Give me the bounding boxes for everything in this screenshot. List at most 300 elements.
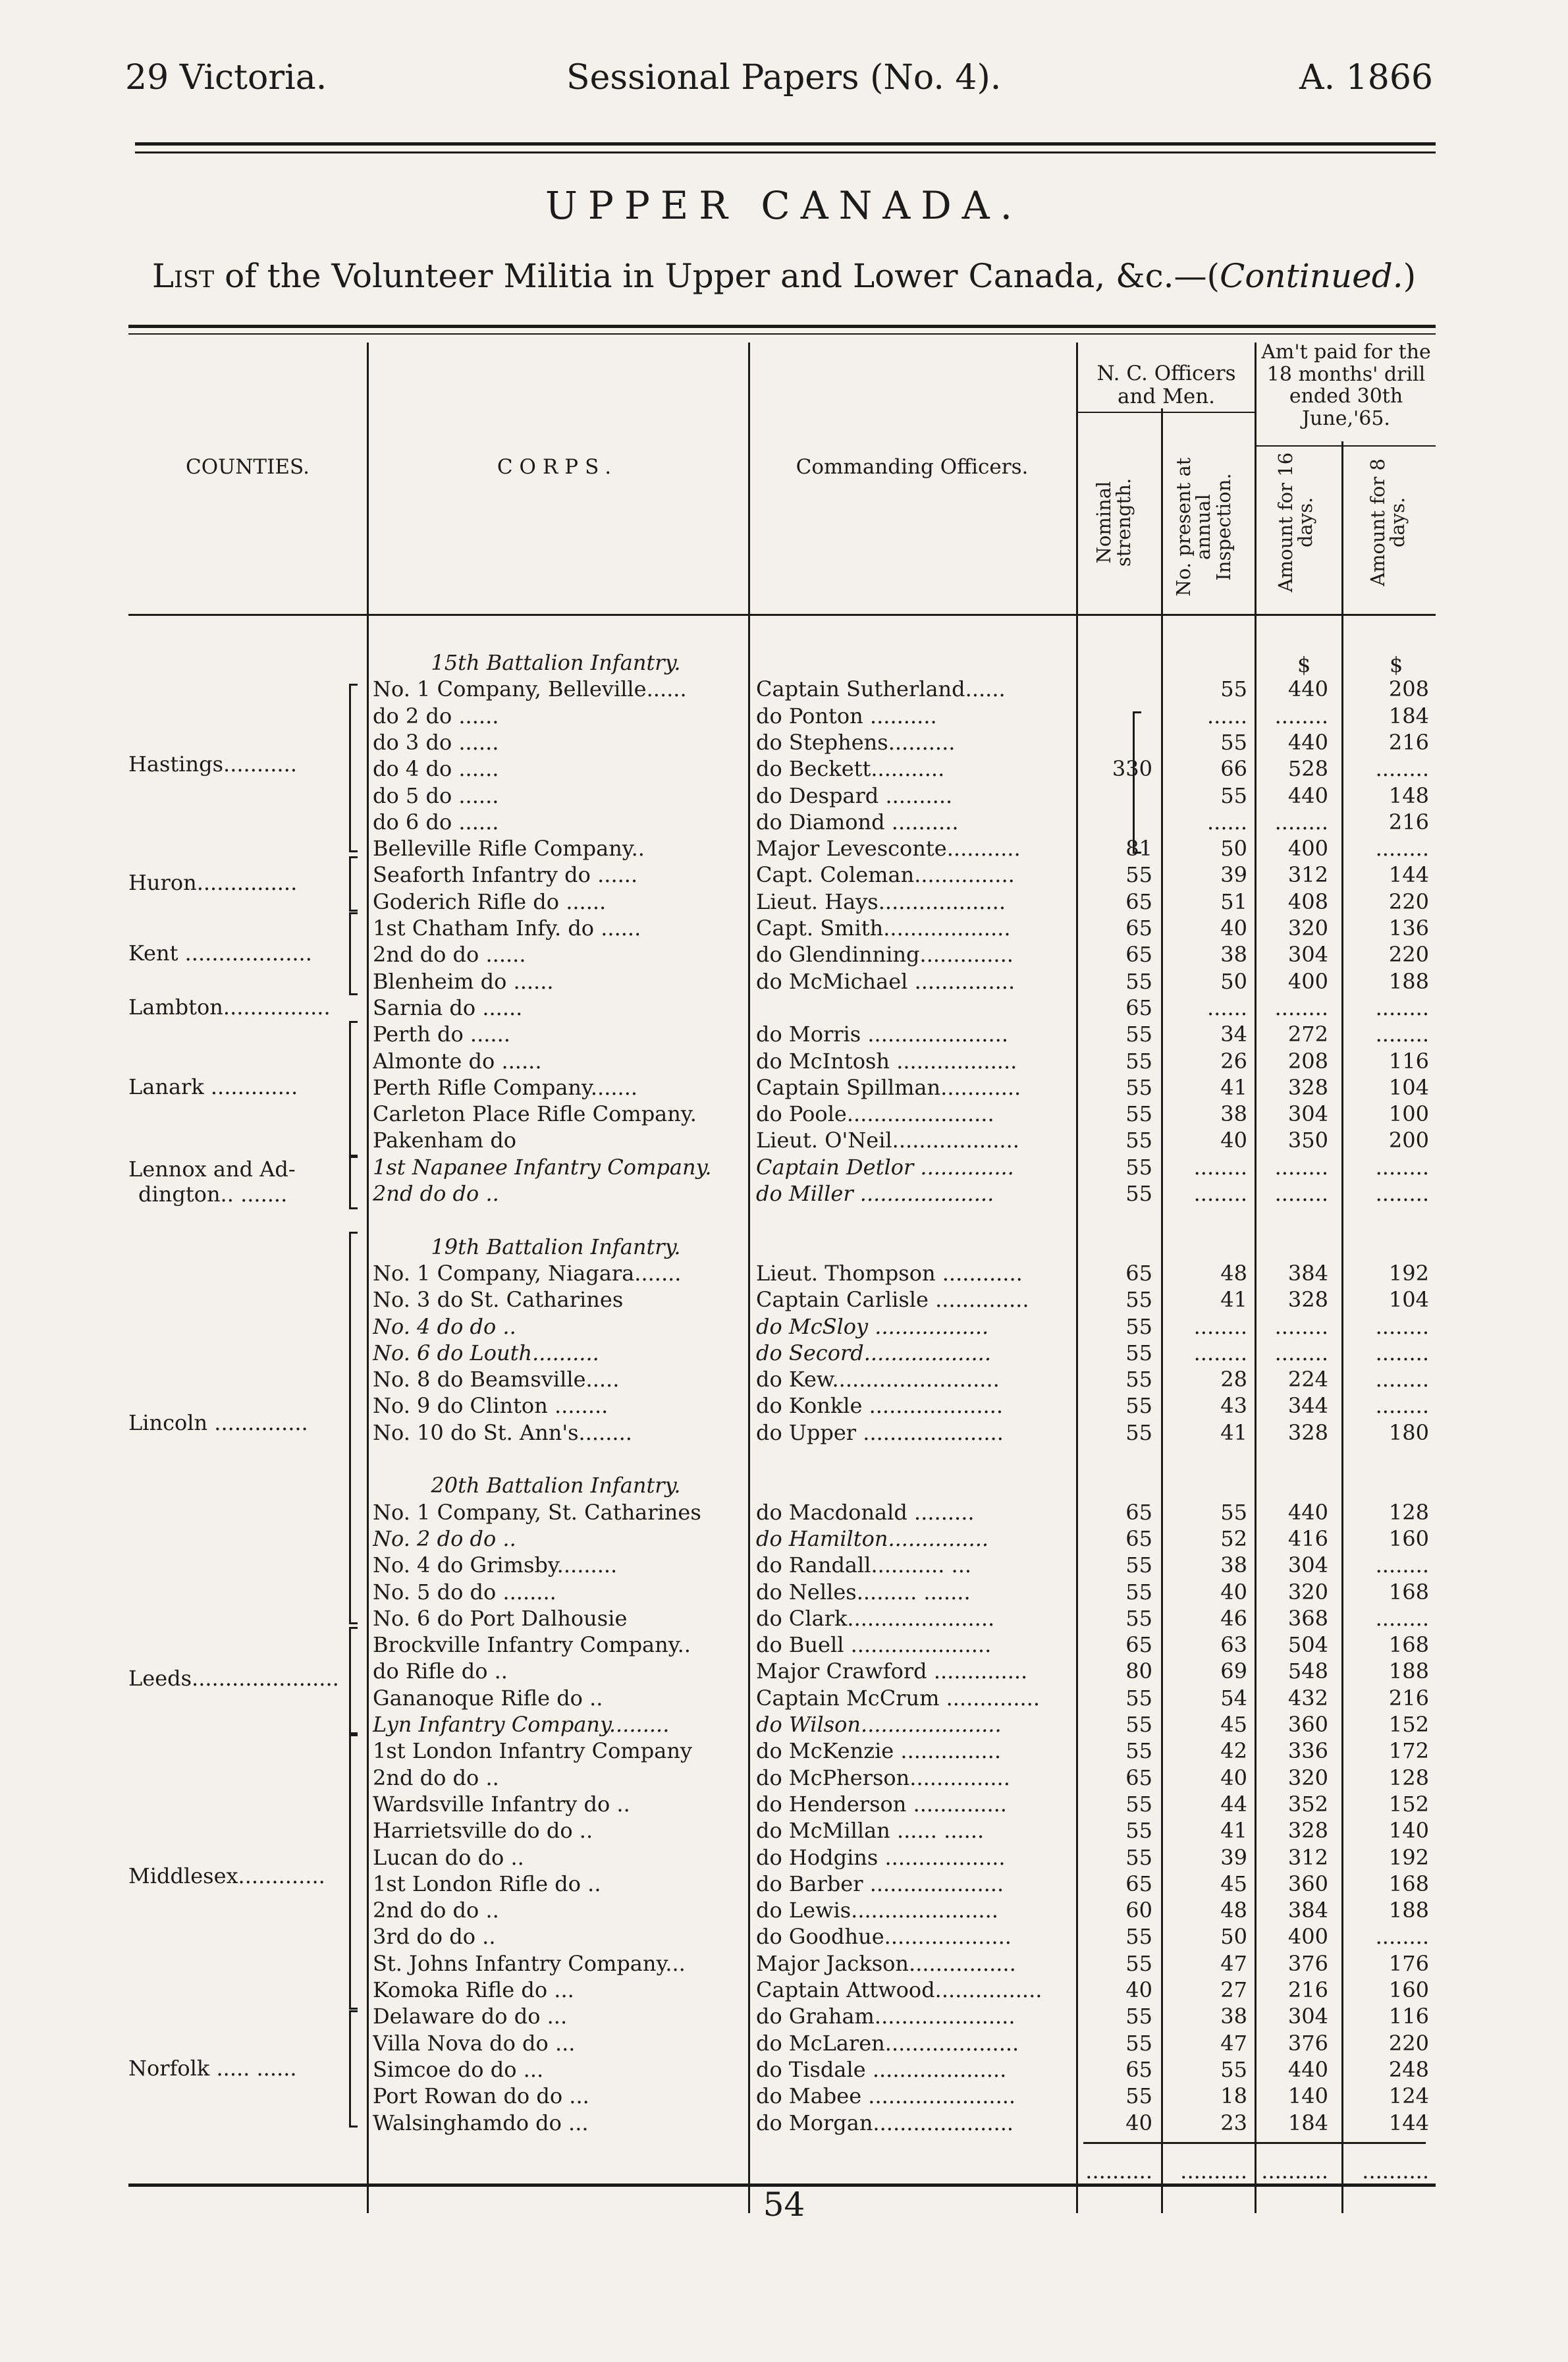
subtitle-continued: Continued. <box>1220 257 1403 295</box>
amt8-cell: 176 <box>1388 1951 1429 1976</box>
corps-cell: No. 6 do Port Dalhousie <box>373 1606 628 1631</box>
present-cell: 50 <box>1220 836 1247 861</box>
present-cell: 18 <box>1220 2083 1247 2108</box>
amt8-cell: 124 <box>1388 2083 1429 2108</box>
table-header-rule <box>128 614 1436 616</box>
amt8-cell: 188 <box>1388 1898 1429 1923</box>
corps-cell: No. 3 do St. Catharines <box>373 1287 624 1312</box>
amt8-cell: 208 <box>1388 676 1429 701</box>
nominal-cell: 65 <box>1125 1632 1152 1657</box>
amt16-cell: 208 <box>1287 1049 1328 1074</box>
present-cell: 40 <box>1220 1579 1247 1605</box>
officer-cell: do Beckett........... <box>756 756 945 781</box>
officer-cell: do Hodgins .................. <box>756 1845 1006 1870</box>
amt8-cell: 160 <box>1388 1526 1429 1551</box>
amt8-cell: 104 <box>1388 1287 1429 1312</box>
amt16-cell: 408 <box>1287 889 1328 914</box>
nominal-cell: 55 <box>1125 969 1152 994</box>
header-amt-group: Am't paid for the 18 months' drill ended 30th June,'65. <box>1261 341 1431 430</box>
county-lincoln: Lincoln .............. <box>128 1410 308 1435</box>
table-row <box>0 1286 1568 1313</box>
corps-cell: 1st Chatham Infy. do ...... <box>373 916 641 941</box>
officer-cell: do Kew......................... <box>756 1367 1000 1392</box>
amt8-cell: ........ <box>1375 1367 1429 1392</box>
brace-leeds <box>349 1627 358 1736</box>
battalion-heading: 19th Battalion Infantry. <box>431 1234 681 1259</box>
nominal-cell: 40 <box>1125 2110 1152 2135</box>
amt8-cell: 148 <box>1388 783 1429 808</box>
present-cell: 63 <box>1220 1632 1247 1657</box>
amt16-cell: 320 <box>1287 1579 1328 1605</box>
present-cell: 38 <box>1220 2004 1247 2029</box>
amt16-cell: 328 <box>1287 1420 1328 1445</box>
officer-cell: Lieut. Thompson ............ <box>756 1261 1023 1286</box>
brace-norfolk <box>349 2010 358 2128</box>
county-lennox: Lennox and Ad- <box>128 1157 296 1182</box>
corps-cell: 2nd do do .. <box>373 1765 499 1790</box>
table-row <box>0 1764 1568 1792</box>
amt16-cell: 368 <box>1287 1606 1328 1631</box>
amt8-cell: 220 <box>1388 2031 1429 2056</box>
corps-cell: Seaforth Infantry do ...... <box>373 862 638 887</box>
running-head-right: A. 1866 <box>1299 58 1433 97</box>
present-cell: 47 <box>1220 2031 1247 2056</box>
corps-cell: do 4 do ...... <box>373 756 499 781</box>
amt8-cell: 216 <box>1388 1686 1429 1711</box>
present-cell: 44 <box>1220 1792 1247 1817</box>
officer-cell: do Glendinning.............. <box>756 942 1014 967</box>
table-rule-top-thin <box>128 333 1436 335</box>
present-cell: 55 <box>1220 783 1247 808</box>
amt16-cell: 320 <box>1287 916 1328 941</box>
nominal-cell: 40 <box>1125 1977 1152 2002</box>
present-cell: ...... <box>1206 995 1247 1020</box>
amt16-cell: ........ <box>1274 1340 1328 1365</box>
amt16-cell: 548 <box>1287 1659 1328 1684</box>
table-row <box>0 2029 1568 2057</box>
corps-cell: Brockville Infantry Company.. <box>373 1632 691 1657</box>
amt8-cell: 220 <box>1388 942 1429 967</box>
officer-cell: do McIntosh .................. <box>756 1049 1017 1074</box>
nominal-cell: 65 <box>1125 1871 1152 1896</box>
battalion-heading-row <box>0 649 1568 676</box>
table-row <box>0 808 1568 836</box>
officer-cell: Captain McCrum .............. <box>756 1686 1040 1711</box>
present-cell: 41 <box>1220 1818 1247 1843</box>
officer-cell: do Mabee ...................... <box>756 2083 1016 2108</box>
amt8-cell: 140 <box>1388 1818 1429 1843</box>
corps-cell: Carleton Place Rifle Company. <box>373 1101 697 1126</box>
table-row <box>0 1339 1568 1367</box>
corps-cell: No. 1 Company, Belleville...... <box>373 676 687 701</box>
county-lanark: Lanark ............. <box>128 1074 298 1099</box>
running-head-left: 29 Victoria. <box>125 58 327 97</box>
nominal-cell: 65 <box>1125 916 1152 941</box>
nominal-cell: 55 <box>1125 1314 1152 1339</box>
amt16-cell: 140 <box>1287 2083 1328 2108</box>
corps-cell: Perth Rifle Company....... <box>373 1075 638 1100</box>
corps-cell: Port Rowan do do ... <box>373 2083 589 2108</box>
present-cell: ........ <box>1193 1314 1247 1339</box>
amt16-cell: 360 <box>1287 1712 1328 1737</box>
amt8-cell: 128 <box>1388 1765 1429 1790</box>
battalion-heading-row <box>0 1233 1568 1261</box>
corps-cell: 1st London Infantry Company <box>373 1738 692 1763</box>
running-head-center: Sessional Papers (No. 4). <box>566 58 1002 97</box>
nominal-cell: 65 <box>1125 1765 1152 1790</box>
present-cell: 40 <box>1220 1128 1247 1153</box>
amt8-cell: 188 <box>1388 1659 1429 1684</box>
officer-cell: Major Crawford .............. <box>756 1659 1028 1684</box>
amt8-cell: 200 <box>1388 1128 1429 1153</box>
table-row <box>0 1020 1568 1048</box>
table-row <box>0 675 1568 703</box>
officer-cell: Captain Sutherland...... <box>756 676 1006 701</box>
nominal-cell: 55 <box>1125 2004 1152 2029</box>
officer-cell: do McMichael ............... <box>756 969 1015 994</box>
amt8-cell: 180 <box>1388 1420 1429 1445</box>
table-row <box>0 782 1568 810</box>
corps-cell: Lyn Infantry Company......... <box>373 1712 670 1737</box>
brace-present-15th <box>1133 711 1141 854</box>
present-cell: 42 <box>1220 1738 1247 1763</box>
brace-lincoln <box>349 1232 358 1624</box>
amt16-cell: 352 <box>1287 1792 1328 1817</box>
amt8-cell: ........ <box>1375 1340 1429 1365</box>
total-present: .......... <box>1180 2158 1247 2183</box>
amt8-cell: 160 <box>1388 1977 1429 2002</box>
amt16-cell: 344 <box>1287 1393 1328 1418</box>
amt8-cell: 152 <box>1388 1792 1429 1817</box>
corps-cell: do 2 do ...... <box>373 703 499 728</box>
present-cell: 50 <box>1220 1924 1247 1949</box>
nominal-cell: 55 <box>1125 1606 1152 1631</box>
county-middlesex: Middlesex............. <box>128 1863 325 1888</box>
totals-row <box>0 2157 1568 2185</box>
table-row <box>0 1896 1568 1924</box>
amt16-cell: 304 <box>1287 2004 1328 2029</box>
officer-cell: do Henderson .............. <box>756 1792 1007 1817</box>
table-row <box>0 1498 1568 1526</box>
officer-cell: do Buell ..................... <box>756 1632 992 1657</box>
table-row <box>0 1206 1568 1234</box>
officer-cell: do Clark...................... <box>756 1606 995 1631</box>
present-cell: ........ <box>1193 1155 1247 1180</box>
present-cell: 28 <box>1220 1367 1247 1392</box>
header-amt8: Amount for 8 days. <box>1366 458 1409 586</box>
amt8-cell: 168 <box>1388 1579 1429 1605</box>
present-cell: 55 <box>1220 676 1247 701</box>
nominal-cell: 55 <box>1125 1181 1152 1206</box>
amt16-cell: ........ <box>1274 1314 1328 1339</box>
amt16-cell: 416 <box>1287 1526 1328 1551</box>
county-lennox-cont: dington.. ....... <box>138 1182 288 1207</box>
totals-rule <box>1083 2142 1426 2144</box>
table-row <box>0 1551 1568 1579</box>
nominal-cell: 65 <box>1125 1261 1152 1286</box>
table-row <box>0 1578 1568 1606</box>
amt16-cell: 272 <box>1287 1022 1328 1047</box>
nominal-cell: 65 <box>1125 889 1152 914</box>
amt16-cell: 216 <box>1287 1977 1328 2002</box>
amt8-cell: 192 <box>1388 1261 1429 1286</box>
present-cell: 69 <box>1220 1659 1247 1684</box>
corps-cell: Komoka Rifle do ... <box>373 1977 574 2002</box>
header-rule-top <box>135 142 1436 146</box>
present-cell: 51 <box>1220 889 1247 914</box>
officer-cell: do Stephens.......... <box>756 730 956 755</box>
nominal-cell: 55 <box>1125 1579 1152 1605</box>
county-hastings: Hastings........... <box>128 752 297 777</box>
table-row <box>0 2002 1568 2030</box>
officer-cell: do Diamond .......... <box>756 810 959 835</box>
nominal-cell: 330 <box>1112 756 1152 781</box>
table-row <box>0 1605 1568 1632</box>
amt8-cell: 168 <box>1388 1871 1429 1896</box>
brace-lennox <box>349 1156 358 1209</box>
officer-cell: do McKenzie ............... <box>756 1738 1001 1763</box>
table-row <box>0 1259 1568 1287</box>
present-cell: 66 <box>1220 756 1247 781</box>
table-row <box>0 1126 1568 1154</box>
present-cell: ...... <box>1206 703 1247 728</box>
officer-cell: do Barber .................... <box>756 1871 1004 1896</box>
present-cell: 23 <box>1220 2110 1247 2135</box>
amt8-cell: 116 <box>1388 2004 1429 2029</box>
table-row <box>0 914 1568 942</box>
header-amt16: Amount for 16 days. <box>1274 452 1317 593</box>
officer-cell: Capt. Smith................... <box>756 916 1011 941</box>
present-cell: 41 <box>1220 1420 1247 1445</box>
battalion-heading: 15th Battalion Infantry. <box>431 650 681 675</box>
officer-cell: do McPherson............... <box>756 1765 1010 1790</box>
brace-lanark <box>349 1021 358 1157</box>
present-cell: 38 <box>1220 1101 1247 1126</box>
corps-cell: Villa Nova do do ... <box>373 2031 576 2056</box>
county-lambton: Lambton................ <box>128 995 331 1020</box>
table-row <box>0 1100 1568 1128</box>
table-row <box>0 1976 1568 2004</box>
present-cell: 45 <box>1220 1871 1247 1896</box>
amt16-cell: 400 <box>1287 1924 1328 1949</box>
officer-cell: do Randall........... ... <box>756 1552 972 1578</box>
present-cell: 39 <box>1220 1845 1247 1870</box>
corps-cell: Goderich Rifle do ...... <box>373 889 607 914</box>
subtitle-text: of the Volunteer Militia in Upper and Lower Canada, &c.—( <box>214 257 1220 295</box>
county-leeds: Leeds...................... <box>128 1666 339 1691</box>
corps-cell: 2nd do do ...... <box>373 942 526 967</box>
table-row <box>0 1817 1568 1844</box>
officer-cell: do Ponton .......... <box>756 703 937 728</box>
nominal-cell: 55 <box>1125 862 1152 887</box>
brace-huron <box>349 856 358 912</box>
nominal-cell: 65 <box>1125 1500 1152 1525</box>
subtitle-close: ) <box>1403 257 1417 295</box>
corps-cell: Wardsville Infantry do .. <box>373 1792 630 1817</box>
present-cell: 41 <box>1220 1075 1247 1100</box>
amt16-cell: 528 <box>1287 756 1328 781</box>
amt16-cell: 320 <box>1287 1765 1328 1790</box>
officer-cell: do Tisdale .................... <box>756 2057 1007 2082</box>
nominal-cell: 55 <box>1125 1686 1152 1711</box>
corps-cell: No. 1 Company, St. Catharines <box>373 1500 701 1525</box>
brace-kent <box>349 912 358 995</box>
amt16-cell: 432 <box>1287 1686 1328 1711</box>
header-present: No. present at annual Inspection. <box>1172 457 1235 597</box>
amt8-cell: 104 <box>1388 1075 1429 1100</box>
officer-cell: do Lewis...................... <box>756 1898 998 1923</box>
officer-cell: Captain Carlisle .............. <box>756 1287 1029 1312</box>
table-row <box>0 1950 1568 1977</box>
officer-cell: do Miller .................... <box>756 1181 994 1206</box>
amt8-cell: 192 <box>1388 1845 1429 1870</box>
nominal-cell: 81 <box>1125 836 1152 861</box>
corps-cell: Lucan do do .. <box>373 1845 524 1870</box>
amt16-cell: 360 <box>1287 1871 1328 1896</box>
corps-cell: do Rifle do .. <box>373 1659 508 1684</box>
nominal-cell: 55 <box>1125 1101 1152 1126</box>
officer-cell: do McMillan ...... ...... <box>756 1818 985 1843</box>
amt16-cell: 400 <box>1287 969 1328 994</box>
amt16-cell: 184 <box>1287 2110 1328 2135</box>
nominal-cell: 55 <box>1125 1155 1152 1180</box>
page-title: UPPER CANADA. <box>545 183 1023 228</box>
officer-cell: Captain Spillman............ <box>756 1075 1021 1100</box>
header-nominal: Nominal strength. <box>1093 478 1135 567</box>
table-row <box>0 702 1568 730</box>
officer-cell: Lieut. O'Neil................... <box>756 1128 1019 1153</box>
nominal-cell: 55 <box>1125 1712 1152 1737</box>
amt8-cell: 116 <box>1388 1049 1429 1074</box>
present-cell: 52 <box>1220 1526 1247 1551</box>
table-row <box>0 1047 1568 1075</box>
nominal-cell: 55 <box>1125 1951 1152 1976</box>
amt8-cell: 172 <box>1388 1738 1429 1763</box>
nominal-cell: 65 <box>1125 1526 1152 1551</box>
nominal-cell: 55 <box>1125 1552 1152 1578</box>
nominal-cell: 55 <box>1125 1128 1152 1153</box>
officer-cell: Captain Detlor .............. <box>756 1155 1014 1180</box>
officer-cell: Captain Attwood................ <box>756 1977 1042 2002</box>
county-norfolk: Norfolk ..... ...... <box>128 2056 297 2081</box>
officer-cell: do Poole...................... <box>756 1101 994 1126</box>
table-row <box>0 1631 1568 1659</box>
amt16-cell: 440 <box>1287 2057 1328 2082</box>
corps-cell: Belleville Rifle Company.. <box>373 836 645 861</box>
officer-cell: do Wilson..................... <box>756 1712 1002 1737</box>
total-amt8: .......... <box>1362 2158 1429 2183</box>
present-cell: 50 <box>1220 969 1247 994</box>
corps-cell: Pakenham do <box>373 1128 517 1153</box>
present-cell: 40 <box>1220 1765 1247 1790</box>
corps-cell: 2nd do do .. <box>373 1898 499 1923</box>
header-rule-bottom <box>135 151 1436 153</box>
table-row <box>0 1790 1568 1818</box>
amt8-cell: 220 <box>1388 889 1429 914</box>
amt16-cell: 312 <box>1287 1845 1328 1870</box>
header-nco-group: N. C. Officers and Men. <box>1096 362 1236 408</box>
corps-cell: 2nd do do .. <box>373 1181 499 1206</box>
corps-cell: No. 4 do do .. <box>373 1314 516 1339</box>
corps-cell: 1st London Rifle do .. <box>373 1871 601 1896</box>
corps-cell: Sarnia do ...... <box>373 995 523 1020</box>
amt16-cell: 376 <box>1287 1951 1328 1976</box>
amt16-cell: 440 <box>1287 1500 1328 1525</box>
total-nominal: .......... <box>1085 2158 1152 2183</box>
present-cell: 27 <box>1220 1977 1247 2002</box>
amt16-cell: ........ <box>1274 1181 1328 1206</box>
present-cell: 40 <box>1220 916 1247 941</box>
nominal-cell: 55 <box>1125 2031 1152 2056</box>
officer-cell: do Despard .......... <box>756 783 953 808</box>
nominal-cell: 55 <box>1125 1818 1152 1843</box>
officer-cell: do Macdonald ......... <box>756 1500 975 1525</box>
corps-cell: St. Johns Infantry Company... <box>373 1951 686 1976</box>
table-row <box>0 968 1568 995</box>
nominal-cell: 55 <box>1125 1287 1152 1312</box>
present-cell: 26 <box>1220 1049 1247 1074</box>
page-subtitle <box>0 257 1568 295</box>
amt16-cell: 504 <box>1287 1632 1328 1657</box>
amt16-cell: 440 <box>1287 730 1328 755</box>
officer-cell: Lieut. Hays................... <box>756 889 1006 914</box>
officer-cell: Capt. Coleman............... <box>756 862 1015 887</box>
table-row <box>0 1445 1568 1473</box>
header-counties: COUNTIES. <box>186 455 310 479</box>
corps-cell: 3rd do do .. <box>373 1924 496 1949</box>
officer-cell: Major Jackson................ <box>756 1951 1016 1976</box>
present-cell: 38 <box>1220 942 1247 967</box>
amt8-cell: 128 <box>1388 1500 1429 1525</box>
amt8-cell: 184 <box>1388 703 1429 728</box>
nominal-cell: 55 <box>1125 1022 1152 1047</box>
nominal-cell: 55 <box>1125 1340 1152 1365</box>
amt8-cell: ........ <box>1375 1552 1429 1578</box>
county-kent: Kent ................... <box>128 941 312 966</box>
nominal-cell: 55 <box>1125 1075 1152 1100</box>
amt8-cell: 248 <box>1388 2057 1429 2082</box>
amt8-cell: 136 <box>1388 916 1429 941</box>
amt16-cell: 304 <box>1287 1552 1328 1578</box>
amt8-cell: 152 <box>1388 1712 1429 1737</box>
present-cell: 54 <box>1220 1686 1247 1711</box>
amt8-cell: 216 <box>1388 810 1429 835</box>
table-row <box>0 1923 1568 1950</box>
corps-cell: Simcoe do do ... <box>373 2057 544 2082</box>
nominal-cell: 55 <box>1125 1393 1152 1418</box>
nco-group-rule <box>1076 412 1255 413</box>
amt16-cell: ........ <box>1274 995 1328 1020</box>
brace-hastings <box>349 684 358 852</box>
amt8-cell: 144 <box>1388 2110 1429 2135</box>
table-row <box>0 1365 1568 1393</box>
amt16-cell: 384 <box>1287 1261 1328 1286</box>
nominal-cell: 55 <box>1125 1845 1152 1870</box>
amt16-cell: 440 <box>1287 676 1328 701</box>
present-cell: 55 <box>1220 1500 1247 1525</box>
corps-cell: do 3 do ...... <box>373 730 499 755</box>
officer-cell: do Graham..................... <box>756 2004 1015 2029</box>
header-officers: Commanding Officers. <box>796 455 1029 479</box>
present-cell: 55 <box>1220 730 1247 755</box>
amt8-cell: ........ <box>1375 1022 1429 1047</box>
amt16-cell: ........ <box>1274 703 1328 728</box>
officer-cell: do Goodhue................... <box>756 1924 1012 1949</box>
corps-cell: Walsinghamdo do ... <box>373 2110 589 2135</box>
corps-cell: No. 1 Company, Niagara....... <box>373 1261 682 1286</box>
amt8-cell: 144 <box>1388 862 1429 887</box>
amt8-cell: ........ <box>1375 995 1429 1020</box>
